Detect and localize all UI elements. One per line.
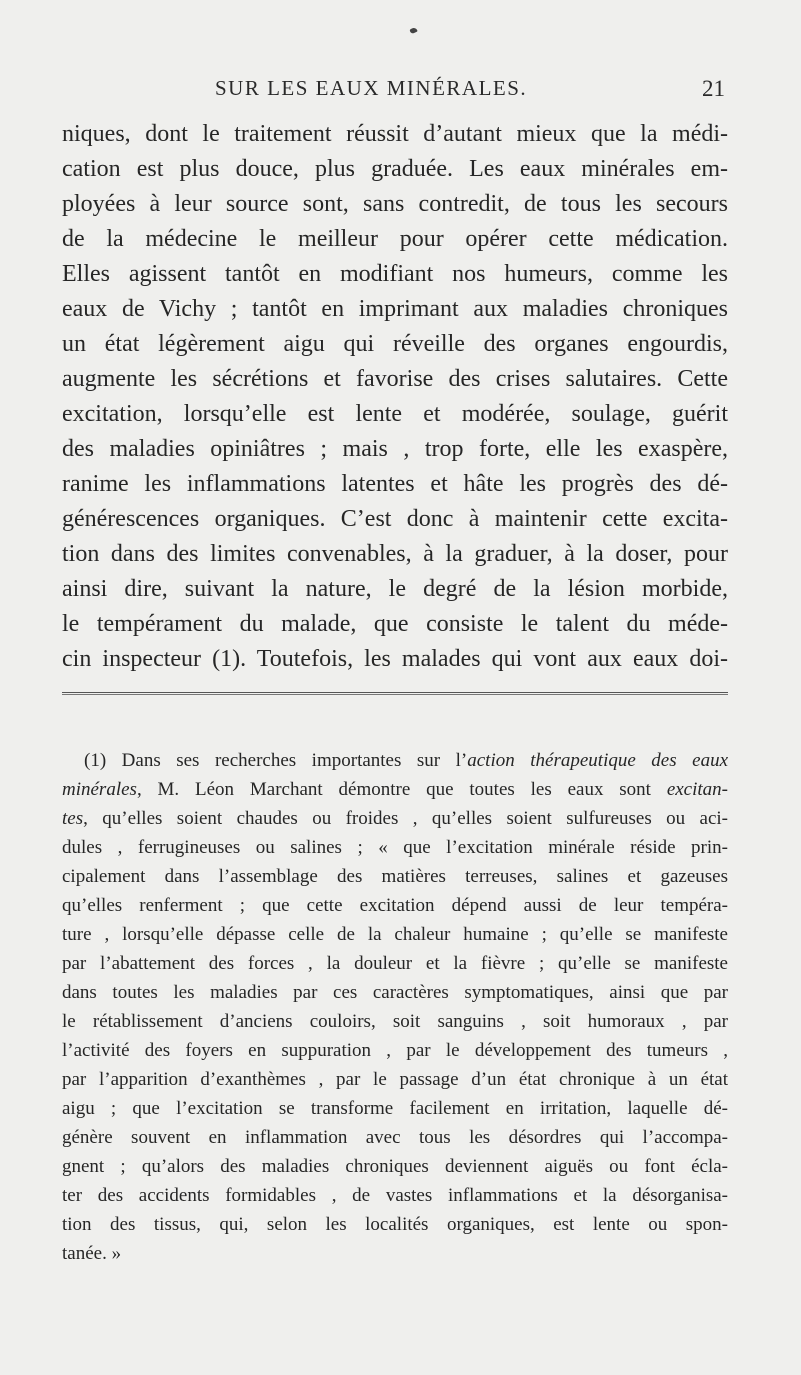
text-line: tion dans des limites convenables, à la graduer, à la doser, pour [62,541,728,567]
text-line: niques, dont le traitement réussit d’autant mieux que la médi- [62,121,728,147]
footnote-italic-text: action thérapeutique des eaux [467,750,728,771]
text-line: le tempérament du malade, que consiste le talent du méde- [62,611,728,637]
footnote-block [62,746,728,1268]
text-line: cin inspecteur (1). Toutefois, les malades qui vont aux eaux doi- [62,646,728,672]
footnote-line: génère souvent en inflammation avec tous les désordres qui l’accompa- [62,1127,728,1148]
footnote-line: ter des accidents formidables , de vastes inflammations et la désorganisa- [62,1185,728,1206]
footnote-line: par l’abattement des forces , la douleur et la fièvre ; qu’elle se manifeste [62,953,728,974]
footnote-line: l’activité des foyers en suppuration , par le développement des tumeurs , [62,1040,728,1061]
footnote-separator [62,692,728,695]
footnote-text: , M. Léon Marchant démontre que toutes les eaux sont [136,779,667,800]
footnote-line: dans toutes les maladies par ces caractères symptomatiques, ainsi que par [62,982,728,1003]
footnote-line: dules , ferrugineuses ou salines ; « que l’excitation minérale réside prin- [62,837,728,858]
text-line: Elles agissent tantôt en modifiant nos humeurs, comme les [62,261,728,287]
footnote-line: tanée. » [62,1243,122,1264]
footnote-line: gnent ; qu’alors des maladies chroniques deviennent aiguës ou font écla- [62,1156,728,1177]
footnote-line: tion des tissus, qui, selon les localités organiques, est lente ou spon- [62,1214,728,1235]
footnote-line: cipalement dans l’assemblage des matières terreuses, salines et gazeuses [62,866,728,887]
text-line: augmente les sécrétions et favorise des crises salutaires. Cette [62,366,728,392]
footnote-line: aigu ; que l’excitation se transforme facilement en irritation, laquelle dé- [62,1098,728,1119]
text-line: des maladies opiniâtres ; mais , trop forte, elle les exaspère, [62,436,728,462]
footnote-italic-text: tes [62,808,84,829]
ink-speck [409,27,417,34]
footnote-line: le rétablissement d’anciens couloirs, soit sanguins , soit humoraux , par [62,1011,728,1032]
footnote-line: ture , lorsqu’elle dépasse celle de la chaleur humaine ; qu’elle se manifeste [62,924,728,945]
footnote-text: (1) Dans ses recherches importantes sur l’ [84,750,468,771]
page-header [215,76,725,108]
text-line: de la médecine le meilleur pour opérer cette médication. [62,226,728,252]
footnote-text: , qu’elles soient chaudes ou froides , qu’elles soient sulfureuses ou aci- [83,808,728,829]
text-line: générescences organiques. C’est donc à maintenir cette excita- [62,506,728,532]
footnote-line [62,804,728,833]
text-line: eaux de Vichy ; tantôt en imprimant aux maladies chroniques [62,296,728,322]
footnote-line: qu’elles renferment ; que cette excitation dépend aussi de leur tempéra- [62,895,728,916]
text-line: ranime les inflammations latentes et hâte les progrès des dé- [62,471,728,497]
text-line: un état légèrement aigu qui réveille des organes engourdis, [62,331,728,357]
footnote-line: par l’apparition d’exanthèmes , par le passage d’un état chronique à un état [62,1069,728,1090]
footnote-line [62,775,728,804]
running-title: SUR LES EAUX MINÉRALES. [215,76,528,100]
text-line: ainsi dire, suivant la nature, le degré de la lésion morbide, [62,576,728,602]
footnote-line [62,746,728,775]
main-text-block [62,117,728,677]
footnote-italic-text: minérales [62,779,137,800]
page-number: 21 [702,76,725,101]
text-line: excitation, lorsqu’elle est lente et modérée, soulage, guérit [62,401,728,427]
text-line: ployées à leur source sont, sans contredit, de tous les secours [62,191,728,217]
footnote-italic-text: excitan- [666,779,728,800]
text-line: cation est plus douce, plus graduée. Les eaux minérales em- [62,156,728,182]
